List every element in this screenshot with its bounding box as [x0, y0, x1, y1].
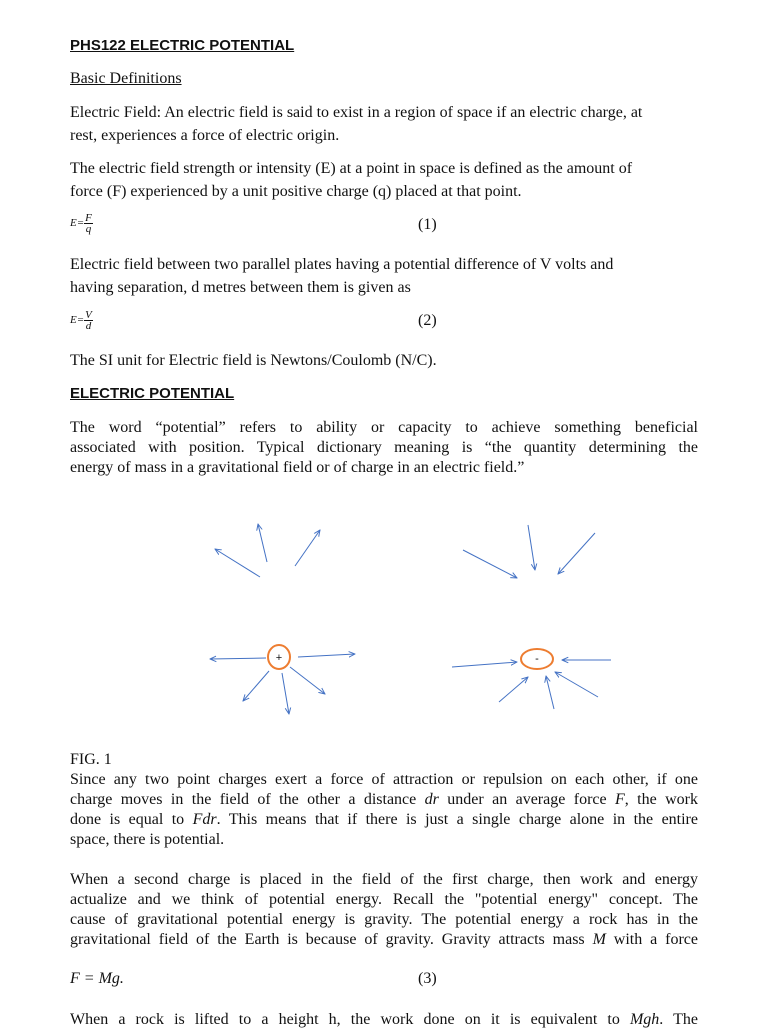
- energy-paragraph-line-4: [70, 930, 698, 950]
- equation-3: F = Mg.: [70, 970, 124, 987]
- positive-charge: [268, 645, 290, 669]
- field-arrow: [282, 673, 289, 714]
- field-arrow: [546, 676, 554, 709]
- electric-field-definition-line-1: Electric Field: An electric field is said to exist in a region of space if an electric charge, at: [70, 104, 643, 121]
- equation-1-lhs: E=: [70, 217, 85, 230]
- text-run: gravitational field of the Earth is because of gravity. Gravity attracts mass: [70, 931, 593, 948]
- field-arrow: [215, 549, 260, 577]
- field-strength-line-1: The electric field strength or intensity (E) at a point in space is defined as the amount of: [70, 160, 633, 177]
- potential-paragraph-line-1: The word “potential” refers to ability or capacity to achieve something beneficial: [70, 419, 698, 436]
- electric-field-definition-line-2: rest, experiences a force of electric origin.: [70, 127, 340, 144]
- field-arrow: [555, 672, 598, 697]
- section-heading-electric-potential: ELECTRIC POTENTIAL: [70, 385, 235, 402]
- energy-paragraph-line-1: When a second charge is placed in the field of the first charge, then work and energy: [70, 871, 698, 888]
- equation-2-numerator: V: [85, 309, 92, 321]
- equation-2: [70, 310, 93, 331]
- field-arrow: [210, 658, 266, 659]
- positive-charge-symbol: +: [275, 652, 283, 664]
- equation-1-numerator: F: [85, 212, 92, 224]
- text-run: done is equal to: [70, 811, 193, 828]
- equation-2-fraction: [84, 310, 93, 331]
- variable-Mgh: Mgh: [629, 1011, 660, 1028]
- upper-right-arrows: [463, 525, 595, 578]
- variable-dr: dr: [424, 791, 439, 808]
- text-run: under an average force: [438, 791, 615, 808]
- field-arrow: [298, 654, 355, 657]
- field-arrow: [463, 550, 517, 578]
- field-arrow: [295, 530, 320, 566]
- field-arrow: [558, 533, 595, 574]
- variable-M: M: [592, 931, 606, 948]
- section-heading-basic-definitions: Basic Definitions: [70, 70, 182, 87]
- work-paragraph-line-2: [70, 790, 698, 810]
- equation-3-number: (3): [418, 970, 437, 987]
- text-run: , the work: [624, 791, 699, 808]
- field-strength-line-2: force (F) experienced by a unit positive charge (q) placed at that point.: [70, 183, 522, 200]
- variable-F: F: [615, 791, 625, 808]
- text-run: charge moves in the field of the other a distance: [70, 791, 425, 808]
- upper-left-arrows: [215, 524, 320, 577]
- text-run: with a force: [605, 931, 699, 948]
- figure-label: FIG. 1: [70, 751, 112, 768]
- equation-2-lhs: E=: [70, 314, 85, 327]
- variable-Fdr: Fdr: [192, 811, 217, 828]
- text-run: . The: [659, 1011, 699, 1028]
- equation-1-denominator: q: [85, 223, 92, 235]
- energy-paragraph-line-2: actualize and we think of potential energy. Recall the "potential energy" concept. The: [70, 891, 698, 908]
- page-title: PHS122 ELECTRIC POTENTIAL: [70, 37, 295, 54]
- figure-1-field-lines: [0, 500, 768, 730]
- negative-charge: [521, 649, 553, 669]
- equation-1: [70, 213, 93, 234]
- field-arrow: [290, 667, 325, 694]
- parallel-plates-line-2: having separation, d metres between them is given as: [70, 279, 411, 296]
- potential-paragraph-line-3: energy of mass in a gravitational field or of charge in an electric field.”: [70, 459, 525, 476]
- equation-1-fraction: [84, 213, 93, 234]
- work-paragraph-line-4: space, there is potential.: [70, 831, 225, 848]
- field-arrow: [528, 525, 535, 570]
- potential-paragraph-line-2: associated with position. Typical dictionary meaning is “the quantity determining the: [70, 439, 698, 456]
- field-arrow: [499, 677, 528, 702]
- si-unit-text: The SI unit for Electric field is Newtons/Coulomb (N/C).: [70, 352, 437, 369]
- text-run: . This means that if there is just a single charge alone in the entire: [216, 811, 698, 828]
- work-paragraph-line-3: [70, 810, 698, 830]
- lifting-rock-line: [70, 1010, 698, 1030]
- text-run: When a rock is lifted to a height h, the work done on it is equivalent to: [70, 1011, 630, 1028]
- equation-2-number: (2): [418, 312, 437, 329]
- equation-1-number: (1): [418, 216, 437, 233]
- field-arrow: [452, 662, 517, 667]
- field-arrow: [258, 524, 267, 562]
- equation-2-denominator: d: [85, 320, 92, 332]
- energy-paragraph-line-3: cause of gravitational potential energy is gravity. The potential energy a rock has in the: [70, 911, 698, 928]
- negative-charge-symbol: -: [535, 653, 539, 665]
- parallel-plates-line-1: Electric field between two parallel plates having a potential difference of V volts and: [70, 256, 614, 273]
- field-arrow: [243, 671, 269, 701]
- work-paragraph-line-1: Since any two point charges exert a force of attraction or repulsion on each other, if one: [70, 771, 698, 788]
